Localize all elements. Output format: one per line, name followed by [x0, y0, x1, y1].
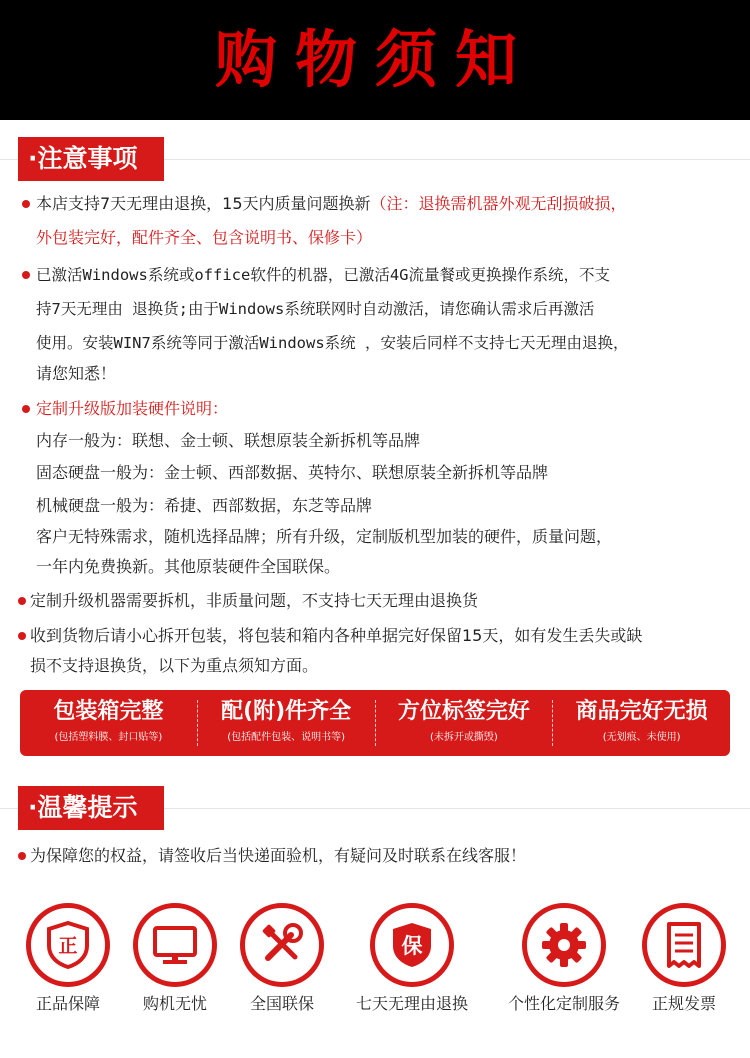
icon-label-worry-free: 购机无忧: [142, 994, 207, 1013]
return-policy-note-line2: 外包装完好，配件齐全、包含说明书、保修卡）: [36, 228, 373, 247]
icon-label-custom: 个性化定制服务: [507, 994, 620, 1013]
monitor-icon: [133, 903, 217, 987]
genuine-shield-icon: [26, 903, 110, 987]
notice-return-policy: [36, 187, 627, 221]
memory-brands: 内存一般为：联想、金士顿、联想原装全新拆机等品牌: [36, 431, 421, 450]
gear-icon: [522, 903, 606, 987]
upgrade-warranty-line1: 客户无特殊需求，随机选择品牌；所有升级，定制版机型加装的硬件，质量问题，: [36, 527, 613, 546]
page-title: 购物须知: [214, 23, 535, 96]
ssd-brands: 固态硬盘一般为：金士顿、西部数据、英特尔、联想原装全新拆机等品牌: [36, 463, 549, 482]
upgrade-warranty-line2: 一年内免费换新。其他原装硬件全国联保。: [36, 557, 341, 576]
bullet-dot: [18, 632, 26, 640]
banner-item-accessories: [198, 700, 376, 746]
key-points-banner: [20, 690, 730, 756]
unpacking-note-line2: 损不支持退换货，以下为重点须知方面。: [30, 656, 319, 675]
banner-item-labels: [376, 700, 554, 746]
banner-item-title: 商品完好无损: [575, 699, 708, 724]
receipt-icon: [642, 903, 726, 987]
return-policy-note: （注：退换需机器外观无刮损破损，: [370, 194, 627, 213]
unpacking-note-line1: 收到货物后请小心拆开包装，将包装和箱内各种单据完好保留15天，如有发生丢失或缺: [30, 626, 643, 645]
hdd-brands: 机械硬盘一般为：希捷、西部数据，东芝等品牌: [36, 496, 373, 515]
windows-activation-line3: 使用。安装WIN7系统等同于激活Windows系统 ，安装后同样不支持七天无理由退换，: [36, 334, 629, 352]
guarantee-shield-icon: [370, 903, 454, 987]
genuine-glyph: 正: [58, 935, 78, 957]
banner-item-title: 包装箱完整: [53, 699, 164, 724]
tools-icon: [240, 903, 324, 987]
bullet-dot: [22, 200, 30, 208]
icon-label-return: 七天无理由退换: [355, 994, 468, 1013]
bullet-dot: [18, 597, 26, 605]
banner-item-subtitle: (无划痕、未使用): [602, 732, 681, 743]
banner-item-subtitle: (包括塑料膜、封口贴等): [54, 732, 163, 743]
icon-label-invoice: 正规发票: [651, 994, 716, 1013]
page-header: [0, 0, 750, 120]
windows-activation-line4: 请您知悉！: [36, 364, 117, 383]
banner-item-title: 方位标签完好: [397, 699, 530, 724]
inspection-tip: 为保障您的权益，请签收后当快递面验机，有疑问及时联系在线客服！: [30, 846, 527, 865]
custom-upgrade-heading: 定制升级版加装硬件说明：: [36, 399, 229, 418]
icon-label-genuine: 正品保障: [35, 994, 100, 1013]
banner-item-title: 配(附)件齐全: [221, 699, 352, 724]
return-policy-text: 本店支持7天无理由退换，15天内质量问题换新: [36, 194, 371, 213]
section-tag-notice: ·注意事项: [18, 137, 164, 181]
banner-item-condition: [553, 700, 730, 746]
bullet-dot: [18, 852, 26, 860]
banner-item-subtitle: (包括配件包装、说明书等): [227, 732, 346, 743]
section-tag-tips: ·温馨提示: [18, 786, 164, 830]
windows-activation-line2: 持7天无理由 退换货;由于Windows系统联网时自动激活，请您确认需求后再激活: [36, 300, 595, 318]
windows-activation-line1: 已激活Windows系统或office软件的机器，已激活4G流量餐或更换操作系统，不支: [36, 266, 610, 284]
guarantee-glyph: 保: [401, 934, 423, 958]
banner-item-subtitle: (未拆开或撕毁): [429, 732, 498, 743]
icon-label-warranty: 全国联保: [249, 994, 314, 1013]
upgrade-disassembly-note: 定制升级机器需要拆机，非质量问题，不支持七天无理由退换货: [30, 591, 479, 610]
banner-item-packaging: [20, 700, 198, 746]
bullet-dot: [22, 271, 30, 279]
bullet-dot: [22, 405, 30, 413]
